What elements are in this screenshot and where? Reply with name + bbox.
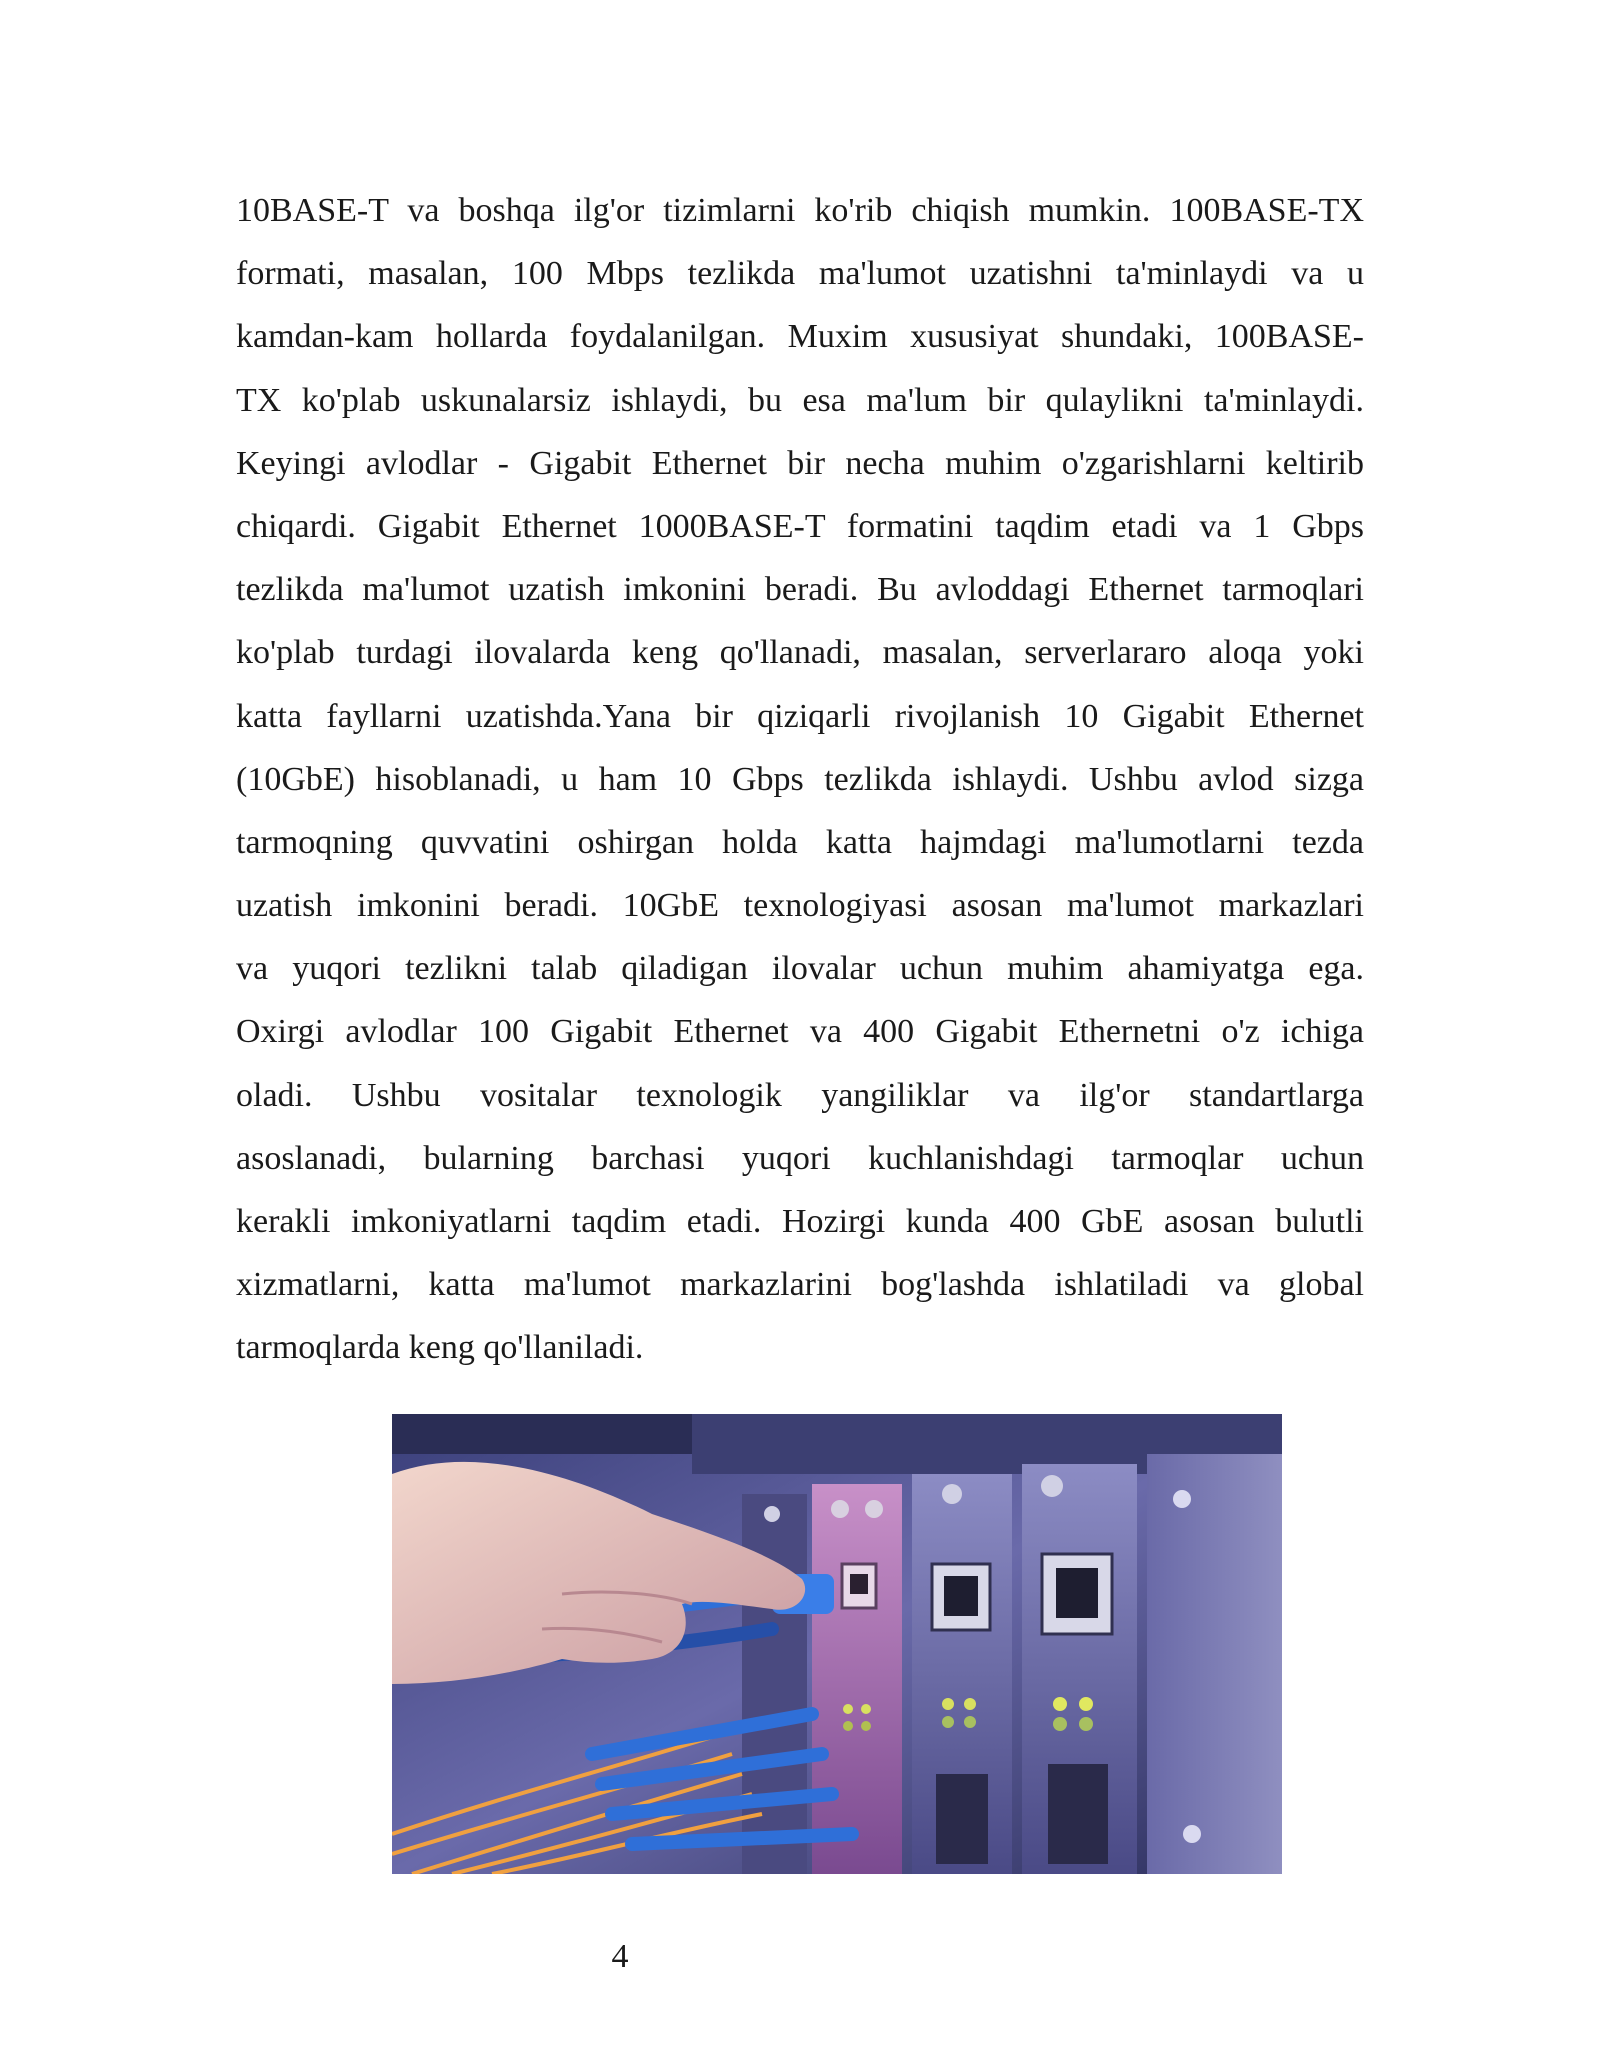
body-line: ko'plab turdagi ilovalarda keng qo'llanadi, masalan, serverlararo aloqa yoki xyxy=(236,634,1364,672)
switch-module xyxy=(812,1484,902,1874)
body-line: xizmatlarni, katta ma'lumot markazlarini bog'lashda ishlatiladi va global xyxy=(236,1266,1364,1304)
body-line: (10GbE) hisoblanadi, u ham 10 Gbps tezlikda ishlaydi. Ushbu avlod sizga xyxy=(236,760,1364,798)
body-line: Keyingi avlodlar - Gigabit Ethernet bir necha muhim o'zgarishlarni keltirib xyxy=(236,444,1364,482)
body-line: tarmoqlarda keng qo'llaniladi. xyxy=(236,1329,644,1367)
body-line: katta fayllarni uzatishda.Yana bir qiziqarli rivojlanish 10 Gigabit Ethernet xyxy=(236,697,1364,735)
body-line: uzatish imkonini beradi. 10GbE texnologiyasi asosan ma'lumot markazlari xyxy=(236,887,1364,925)
body-paragraph xyxy=(236,186,1364,1387)
body-line: formati, masalan, 100 Mbps tezlikda ma'lumot uzatishni ta'minlaydi va u xyxy=(236,255,1364,293)
body-line: tezlikda ma'lumot uzatish imkonini beradi. Bu avloddagi Ethernet tarmoqlari xyxy=(236,571,1364,609)
body-line: oladi. Ushbu vositalar texnologik yangiliklar va ilg'or standartlarga xyxy=(236,1076,1364,1114)
body-line: kamdan-kam hollarda foydalanilgan. Muxim xususiyat shundaki, 100BASE- xyxy=(236,318,1364,356)
photo-illustration xyxy=(392,1414,1282,1874)
body-line: Oxirgi avlodlar 100 Gigabit Ethernet va 400 Gigabit Ethernetni o'z ichiga xyxy=(236,1013,1364,1051)
body-line: asoslanadi, bularning barchasi yuqori kuchlanishdagi tarmoqlar uchun xyxy=(236,1139,1364,1177)
body-line: chiqardi. Gigabit Ethernet 1000BASE-T formatini taqdim etadi va 1 Gbps xyxy=(236,507,1364,545)
body-line: va yuqori tezlikni talab qiladigan ilovalar uchun muhim ahamiyatga ega. xyxy=(236,950,1364,988)
body-line: tarmoqning quvvatini oshirgan holda katta hajmdagi ma'lumotlarni tezda xyxy=(236,823,1364,861)
switch-module xyxy=(912,1474,1012,1874)
network-switch-photo xyxy=(392,1414,1282,1874)
body-line: 10BASE-T va boshqa ilg'or tizimlarni ko'rib chiqish mumkin. 100BASE-TX xyxy=(236,192,1364,229)
body-line: TX ko'plab uskunalarsiz ishlaydi, bu esa ma'lum bir qulaylikni ta'minlaydi. xyxy=(236,381,1364,419)
switch-chassis-side xyxy=(1147,1454,1282,1874)
switch-module xyxy=(1022,1464,1137,1874)
page-number: 4 xyxy=(611,1938,629,1975)
body-line: kerakli imkoniyatlarni taqdim etadi. Hozirgi kunda 400 GbE asosan bulutli xyxy=(236,1203,1364,1240)
